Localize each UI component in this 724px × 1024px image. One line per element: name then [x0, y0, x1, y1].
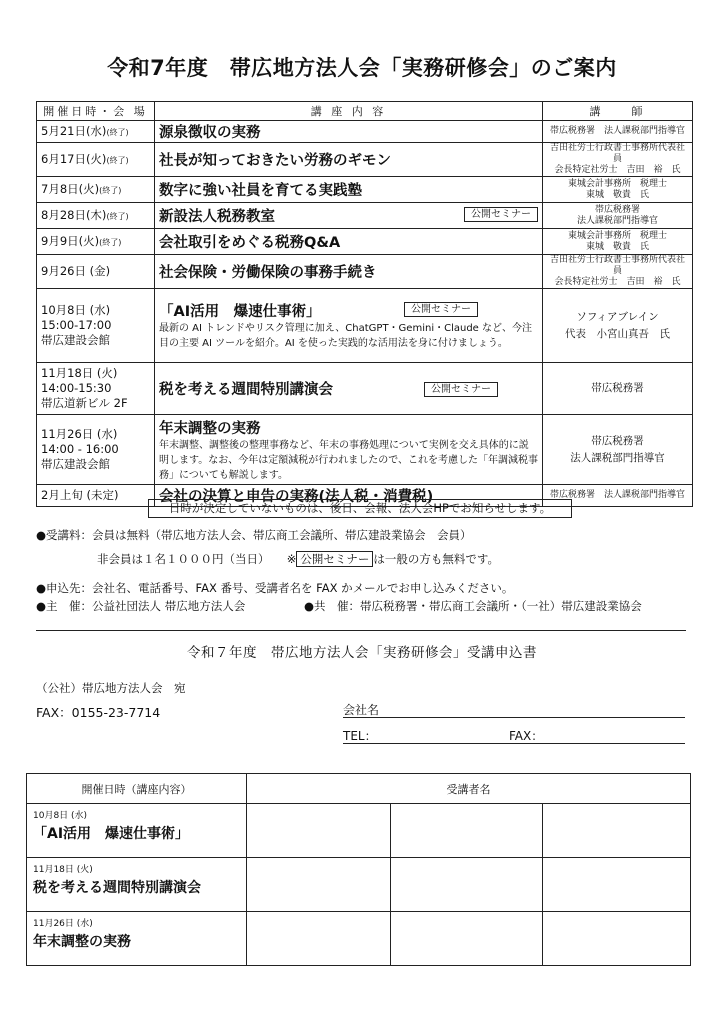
attendee-name-cell[interactable] [543, 804, 691, 858]
header-date: 開催日時・会 場 [37, 102, 155, 121]
co-organizer: ●共 催：帯広税務署・帯広商工会議所・（一社）帯広建設業協会 [304, 599, 642, 613]
attendee-name-cell[interactable] [391, 912, 543, 966]
course-description: 最新の AI トレンドやリスク管理に加え、ChatGPT・Gemini・Claude など、今注目の主要 AI ツールを紹介。AI を使った実践的な活用法を身に付けましょう。 [159, 323, 532, 349]
course-description: 年末調整、調整後の整理事務など、年末の事務処理について実例を交え具体的に説明します。なお、今年は定額減税が行われましたので、これを考慮した「年調減税事務」についても解説します。 [159, 439, 538, 481]
schedule-row [37, 203, 693, 229]
attendee-name-cell[interactable] [543, 858, 691, 912]
row-course: 「AI活用 爆速仕事術」 公開セミナー 最新の AI トレンドやリスク管理に加え、ChatGPT・Gemini・Claude など、今注目の主要 AI ツールを紹介。AI を使った実践的な活用法を身に付けましょう。 [155, 289, 543, 363]
row-lecturer: 東城会計事務所 税理士 東城 敬貴 氏 [543, 229, 693, 255]
public-seminar-badge: 公開セミナー [404, 302, 478, 317]
row-lecturer: 帯広税務署 法人課税部門指導官 [543, 415, 693, 485]
schedule-row [37, 363, 693, 415]
attendee-row [27, 858, 691, 912]
row-date: 10月8日 (水) 15:00-17:00 帯広建設会館 [37, 289, 155, 363]
attendee-row [27, 912, 691, 966]
attendee-name-cell[interactable] [247, 858, 391, 912]
row-date: 9月9日(火)(終了) [37, 229, 155, 255]
header-course: 講 座 内 容 [155, 102, 543, 121]
row-lecturer: 帯広税務署 [543, 363, 693, 415]
public-seminar-badge: 公開セミナー [424, 382, 498, 397]
attendee-course-cell: 10月8日 (水) 「AI活用 爆速仕事術」 [27, 804, 247, 858]
row-date: 2月上旬 (未定) [37, 485, 155, 507]
row-course: 会社取引をめぐる税務Q&A [155, 229, 543, 255]
row-date: 9月26日 (金) [37, 255, 155, 289]
attendee-course-cell: 11月26日 (水) 年末調整の実務 [27, 912, 247, 966]
application-recipient: （公社）帯広地方法人会 宛 [36, 681, 186, 695]
row-course: 社会保険・労働保険の事務手続き [155, 255, 543, 289]
row-lecturer: ソフィアブレイン 代表 小宮山真吾 氏 [543, 289, 693, 363]
company-name-field[interactable]: 会社名 [343, 701, 685, 718]
row-date: 11月26日 (水) 14:00 - 16:00 帯広建設会館 [37, 415, 155, 485]
header-lecturer: 講 師 [543, 102, 693, 121]
application-title: 令和７年度 帯広地方法人会「実務研修会」受講申込書 [187, 645, 537, 661]
schedule-row [37, 143, 693, 177]
apply-info: ●申込先：会社名、電話番号、FAX 番号、受講者名を FAX かメールでお申し込みください。 [36, 581, 514, 595]
row-course: 会社の決算と申告の実務(法人税・消費税) [155, 485, 543, 507]
row-lecturer: 帯広税務署 法人課税部門指導官 [543, 485, 693, 507]
row-course: 税を考える週間特別講演会 公開セミナー [155, 363, 543, 415]
fee-members: ●受講料：会員は無料（帯広地方法人会、帯広商工会議所、帯広建設業協会 会員） [36, 528, 472, 542]
attendee-name-cell[interactable] [247, 804, 391, 858]
schedule-notice: 日時が決定していないものは、後日、会報、法人会HPでお知らせします。 [148, 499, 572, 518]
row-lecturer: 吉田社労士行政書士事務所代表社員 会長特定社労士 吉田 裕 氏 [543, 143, 693, 177]
row-date: 7月8日(火)(終了) [37, 177, 155, 203]
row-date: 8月28日(木)(終了) [37, 203, 155, 229]
schedule-table [36, 101, 693, 507]
row-lecturer: 帯広税務署 法人課税部門指導官 [543, 203, 693, 229]
row-course: 社長が知っておきたい労務のギモン [155, 143, 543, 177]
row-lecturer: 東城会計事務所 税理士 東城 敬貴 氏 [543, 177, 693, 203]
row-course: 源泉徴収の実務 [155, 121, 543, 143]
application-fax-number: FAX：0155-23-7714 [36, 705, 161, 720]
attendee-course-cell: 11月18日 (火) 税を考える週間特別講演会 [27, 858, 247, 912]
row-date: 6月17日(火)(終了) [37, 143, 155, 177]
public-seminar-badge: 公開セミナー [464, 207, 538, 222]
schedule-row [37, 177, 693, 203]
divider [36, 630, 686, 631]
row-lecturer: 帯広税務署 法人課税部門指導官 [543, 121, 693, 143]
row-course: 年末調整の実務 年末調整、調整後の整理事務など、年末の事務処理について実例を交え具体的に説明します。なお、今年は定額減税が行われましたので、これを考慮した「年調減税事務」についても解説します。 [155, 415, 543, 485]
row-date: 11月18日 (火) 14:00-15:30 帯広道新ビル 2F [37, 363, 155, 415]
phone-fax-field[interactable]: TEL： FAX： [343, 727, 685, 744]
col-names-header: 受講者名 [247, 774, 691, 804]
attendee-name-cell[interactable] [391, 858, 543, 912]
row-date: 5月21日(水)(終了) [37, 121, 155, 143]
schedule-row [37, 229, 693, 255]
attendee-table [26, 773, 691, 966]
schedule-header-row [37, 102, 693, 121]
attendee-name-cell[interactable] [391, 804, 543, 858]
schedule-row [37, 415, 693, 485]
attendee-name-cell[interactable] [247, 912, 391, 966]
row-course: 新設法人税務教室 公開セミナー [155, 203, 543, 229]
page-title: 令和7年度 帯広地方法人会「実務研修会」のご案内 [107, 56, 617, 80]
row-lecturer: 吉田社労士行政書士事務所代表社員 会長特定社労士 吉田 裕 氏 [543, 255, 693, 289]
fee-non-members: 非会員は１名１０００円（当日） ※ 公開セミナー は一般の方も無料です。 [97, 552, 499, 566]
organizer: ●主 催：公益社団法人 帯広地方法人会 [36, 599, 246, 613]
schedule-row [37, 289, 693, 363]
attendee-name-cell[interactable] [543, 912, 691, 966]
row-course: 数字に強い社員を育てる実践塾 [155, 177, 543, 203]
col-date-header: 開催日時（講座内容） [27, 774, 247, 804]
schedule-row [37, 121, 693, 143]
attendee-header-row [27, 774, 691, 804]
attendee-row [27, 804, 691, 858]
schedule-row [37, 255, 693, 289]
